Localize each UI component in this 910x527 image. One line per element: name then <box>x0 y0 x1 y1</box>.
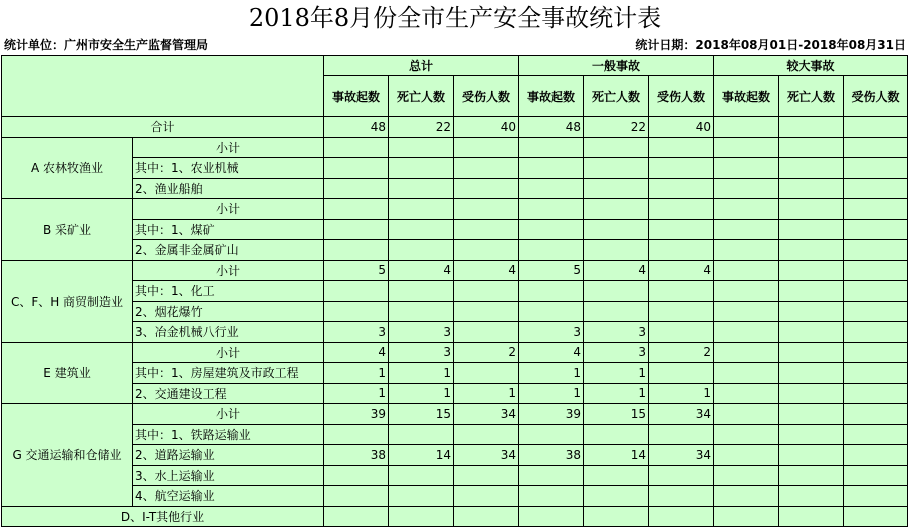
value-cell: 38 <box>519 445 584 466</box>
value-cell <box>844 342 908 363</box>
value-cell <box>714 117 779 138</box>
group-header-row <box>2 56 908 76</box>
value-cell <box>779 342 844 363</box>
value-cell <box>584 281 649 302</box>
value-cell <box>519 240 584 261</box>
value-cell <box>324 281 389 302</box>
value-cell <box>714 506 779 527</box>
value-cell <box>844 445 908 466</box>
subheader-cell: 受伤人数 <box>649 76 714 117</box>
value-cell <box>324 219 389 240</box>
value-cell: 39 <box>324 404 389 425</box>
value-cell <box>714 465 779 486</box>
value-cell <box>779 281 844 302</box>
value-cell <box>324 301 389 322</box>
value-cell: 1 <box>324 363 389 384</box>
sub-item-label: 其中：1、煤矿 <box>133 219 324 240</box>
value-cell: 4 <box>519 342 584 363</box>
value-cell <box>389 178 454 199</box>
value-cell <box>779 506 844 527</box>
sub-item-label: 3、冶金机械八行业 <box>133 322 324 343</box>
value-cell <box>844 486 908 507</box>
industry-category: C、F、H 商贸制造业 <box>2 260 133 342</box>
value-cell: 1 <box>584 363 649 384</box>
sub-item-label: 2、金属非金属矿山 <box>133 240 324 261</box>
subheader-cell: 受伤人数 <box>844 76 908 117</box>
group-header-major: 较大事故 <box>714 56 908 76</box>
value-cell <box>779 117 844 138</box>
value-cell: 1 <box>389 383 454 404</box>
value-cell <box>584 486 649 507</box>
value-cell <box>714 219 779 240</box>
value-cell <box>844 240 908 261</box>
value-cell <box>714 240 779 261</box>
value-cell <box>844 260 908 281</box>
table-row <box>2 178 908 199</box>
value-cell <box>844 465 908 486</box>
value-cell <box>844 424 908 445</box>
other-industry-row <box>2 506 908 527</box>
value-cell <box>584 301 649 322</box>
table-row <box>2 465 908 486</box>
value-cell <box>519 158 584 179</box>
statistics-table <box>1 55 908 527</box>
value-cell <box>649 486 714 507</box>
value-cell <box>779 301 844 322</box>
value-cell <box>779 465 844 486</box>
value-cell: 48 <box>324 117 389 138</box>
value-cell <box>779 486 844 507</box>
value-cell <box>649 281 714 302</box>
value-cell <box>649 137 714 158</box>
value-cell <box>519 137 584 158</box>
subtotal-label: 小计 <box>133 137 324 158</box>
sub-item-label: 2、烟花爆竹 <box>133 301 324 322</box>
value-cell <box>454 199 519 220</box>
table-row <box>2 383 908 404</box>
value-cell <box>649 240 714 261</box>
value-cell <box>779 260 844 281</box>
value-cell <box>389 240 454 261</box>
report-title: 2018年8月份全市生产安全事故统计表 <box>248 4 662 32</box>
value-cell <box>389 301 454 322</box>
total-label: 合计 <box>2 117 324 138</box>
value-cell <box>454 486 519 507</box>
value-cell: 22 <box>584 117 649 138</box>
value-cell <box>779 383 844 404</box>
value-cell <box>714 486 779 507</box>
value-cell: 34 <box>454 445 519 466</box>
value-cell <box>454 240 519 261</box>
value-cell: 34 <box>649 445 714 466</box>
value-cell <box>584 424 649 445</box>
value-cell <box>649 199 714 220</box>
value-cell <box>844 219 908 240</box>
table-row <box>2 301 908 322</box>
sub-item-label: 其中：1、农业机械 <box>133 158 324 179</box>
value-cell <box>779 240 844 261</box>
subtotal-label: 小计 <box>133 404 324 425</box>
table-row <box>2 342 908 363</box>
value-cell <box>714 363 779 384</box>
value-cell <box>649 322 714 343</box>
value-cell: 22 <box>389 117 454 138</box>
value-cell: 48 <box>519 117 584 138</box>
table-row <box>2 486 908 507</box>
value-cell <box>519 178 584 199</box>
value-cell <box>844 322 908 343</box>
value-cell <box>519 199 584 220</box>
subtotal-label: 小计 <box>133 342 324 363</box>
value-cell <box>714 281 779 302</box>
value-cell <box>389 424 454 445</box>
value-cell <box>714 404 779 425</box>
table-row <box>2 137 908 158</box>
value-cell <box>649 424 714 445</box>
value-cell: 1 <box>454 383 519 404</box>
value-cell: 5 <box>519 260 584 281</box>
value-cell <box>584 465 649 486</box>
value-cell: 1 <box>519 363 584 384</box>
value-cell <box>519 424 584 445</box>
subheader-cell: 事故起数 <box>714 76 779 117</box>
value-cell <box>519 506 584 527</box>
value-cell: 38 <box>324 445 389 466</box>
value-cell <box>454 322 519 343</box>
value-cell <box>649 363 714 384</box>
sub-item-label: 2、交通建设工程 <box>133 383 324 404</box>
value-cell <box>454 465 519 486</box>
value-cell <box>519 219 584 240</box>
value-cell <box>519 486 584 507</box>
value-cell <box>454 301 519 322</box>
value-cell <box>389 506 454 527</box>
value-cell: 34 <box>649 404 714 425</box>
value-cell <box>844 404 908 425</box>
industry-category: E 建筑业 <box>2 342 133 404</box>
value-cell <box>454 178 519 199</box>
value-cell <box>649 506 714 527</box>
value-cell <box>389 486 454 507</box>
table-row <box>2 404 908 425</box>
subheader-cell: 事故起数 <box>324 76 389 117</box>
table-row <box>2 158 908 179</box>
value-cell <box>324 199 389 220</box>
value-cell <box>649 301 714 322</box>
value-cell: 14 <box>389 445 454 466</box>
other-industry-label: D、I-T其他行业 <box>2 506 324 527</box>
value-cell: 1 <box>324 383 389 404</box>
subheader-cell: 事故起数 <box>519 76 584 117</box>
total-row <box>2 117 908 138</box>
value-cell <box>454 219 519 240</box>
value-cell: 40 <box>454 117 519 138</box>
value-cell: 4 <box>649 260 714 281</box>
value-cell <box>324 486 389 507</box>
value-cell <box>519 465 584 486</box>
value-cell: 14 <box>584 445 649 466</box>
value-cell: 15 <box>584 404 649 425</box>
table-row <box>2 219 908 240</box>
value-cell: 40 <box>649 117 714 138</box>
value-cell <box>714 158 779 179</box>
value-cell <box>844 506 908 527</box>
value-cell: 1 <box>584 383 649 404</box>
sub-item-label: 其中：1、铁路运输业 <box>133 424 324 445</box>
value-cell <box>779 199 844 220</box>
value-cell: 4 <box>324 342 389 363</box>
sub-item-label: 2、道路运输业 <box>133 445 324 466</box>
value-cell <box>714 322 779 343</box>
value-cell <box>389 219 454 240</box>
table-row <box>2 199 908 220</box>
value-cell <box>714 137 779 158</box>
value-cell: 4 <box>454 260 519 281</box>
value-cell: 15 <box>389 404 454 425</box>
sub-item-label: 其中：1、房屋建筑及市政工程 <box>133 363 324 384</box>
value-cell <box>844 199 908 220</box>
value-cell: 1 <box>519 383 584 404</box>
value-cell <box>714 383 779 404</box>
statistics-date: 统计日期：2018年08月01日-2018年08月31日 <box>635 38 906 52</box>
value-cell <box>714 260 779 281</box>
value-cell <box>844 383 908 404</box>
value-cell <box>324 465 389 486</box>
value-cell <box>389 465 454 486</box>
value-cell <box>584 199 649 220</box>
value-cell <box>844 301 908 322</box>
industry-category: G 交通运输和仓储业 <box>2 404 133 507</box>
value-cell <box>454 137 519 158</box>
value-cell <box>389 199 454 220</box>
value-cell <box>844 137 908 158</box>
value-cell <box>454 281 519 302</box>
value-cell: 3 <box>584 322 649 343</box>
value-cell <box>324 424 389 445</box>
value-cell <box>584 219 649 240</box>
value-cell: 3 <box>584 342 649 363</box>
value-cell <box>584 506 649 527</box>
table-row <box>2 424 908 445</box>
value-cell: 39 <box>519 404 584 425</box>
value-cell: 3 <box>519 322 584 343</box>
value-cell <box>779 445 844 466</box>
value-cell <box>844 117 908 138</box>
value-cell: 2 <box>649 342 714 363</box>
industry-category: A 农林牧渔业 <box>2 137 133 199</box>
value-cell <box>584 158 649 179</box>
value-cell <box>649 219 714 240</box>
value-cell <box>324 240 389 261</box>
value-cell <box>454 424 519 445</box>
value-cell: 1 <box>649 383 714 404</box>
value-cell: 4 <box>584 260 649 281</box>
header-corner-cell <box>2 56 324 117</box>
value-cell: 34 <box>454 404 519 425</box>
sub-item-label: 4、航空运输业 <box>133 486 324 507</box>
table-row <box>2 363 908 384</box>
subtotal-label: 小计 <box>133 260 324 281</box>
value-cell <box>714 445 779 466</box>
value-cell <box>714 301 779 322</box>
table-row <box>2 322 908 343</box>
value-cell <box>454 158 519 179</box>
value-cell: 2 <box>454 342 519 363</box>
value-cell <box>584 240 649 261</box>
value-cell <box>779 404 844 425</box>
value-cell: 1 <box>389 363 454 384</box>
group-header-total: 总计 <box>324 56 519 76</box>
value-cell <box>779 158 844 179</box>
value-cell <box>779 137 844 158</box>
table-row <box>2 240 908 261</box>
group-header-general: 一般事故 <box>519 56 714 76</box>
value-cell <box>714 342 779 363</box>
table-row <box>2 445 908 466</box>
value-cell <box>324 178 389 199</box>
value-cell <box>844 281 908 302</box>
value-cell <box>714 199 779 220</box>
value-cell: 5 <box>324 260 389 281</box>
subheader-cell: 受伤人数 <box>454 76 519 117</box>
value-cell <box>584 178 649 199</box>
value-cell <box>389 281 454 302</box>
value-cell <box>519 301 584 322</box>
value-cell <box>779 219 844 240</box>
value-cell <box>454 506 519 527</box>
sub-item-label: 3、水上运输业 <box>133 465 324 486</box>
value-cell <box>779 178 844 199</box>
statistics-unit: 统计单位：广州市安全生产监督管理局 <box>4 38 209 52</box>
value-cell: 3 <box>324 322 389 343</box>
value-cell <box>714 178 779 199</box>
value-cell <box>779 322 844 343</box>
value-cell <box>324 506 389 527</box>
value-cell <box>519 281 584 302</box>
table-row <box>2 260 908 281</box>
value-cell <box>844 158 908 179</box>
value-cell: 3 <box>389 322 454 343</box>
value-cell: 4 <box>389 260 454 281</box>
table-row <box>2 281 908 302</box>
subheader-cell: 死亡人数 <box>584 76 649 117</box>
value-cell <box>584 137 649 158</box>
value-cell <box>389 158 454 179</box>
value-cell <box>324 158 389 179</box>
value-cell <box>844 363 908 384</box>
value-cell <box>454 363 519 384</box>
value-cell <box>324 137 389 158</box>
sub-item-label: 其中：1、化工 <box>133 281 324 302</box>
value-cell <box>649 158 714 179</box>
value-cell <box>779 363 844 384</box>
subheader-cell: 死亡人数 <box>779 76 844 117</box>
sub-item-label: 2、渔业船舶 <box>133 178 324 199</box>
value-cell <box>649 178 714 199</box>
value-cell <box>649 465 714 486</box>
value-cell: 3 <box>389 342 454 363</box>
value-cell <box>714 424 779 445</box>
subheader-cell: 死亡人数 <box>389 76 454 117</box>
value-cell <box>844 178 908 199</box>
subtotal-label: 小计 <box>133 199 324 220</box>
value-cell <box>779 424 844 445</box>
industry-category: B 采矿业 <box>2 199 133 261</box>
value-cell <box>389 137 454 158</box>
